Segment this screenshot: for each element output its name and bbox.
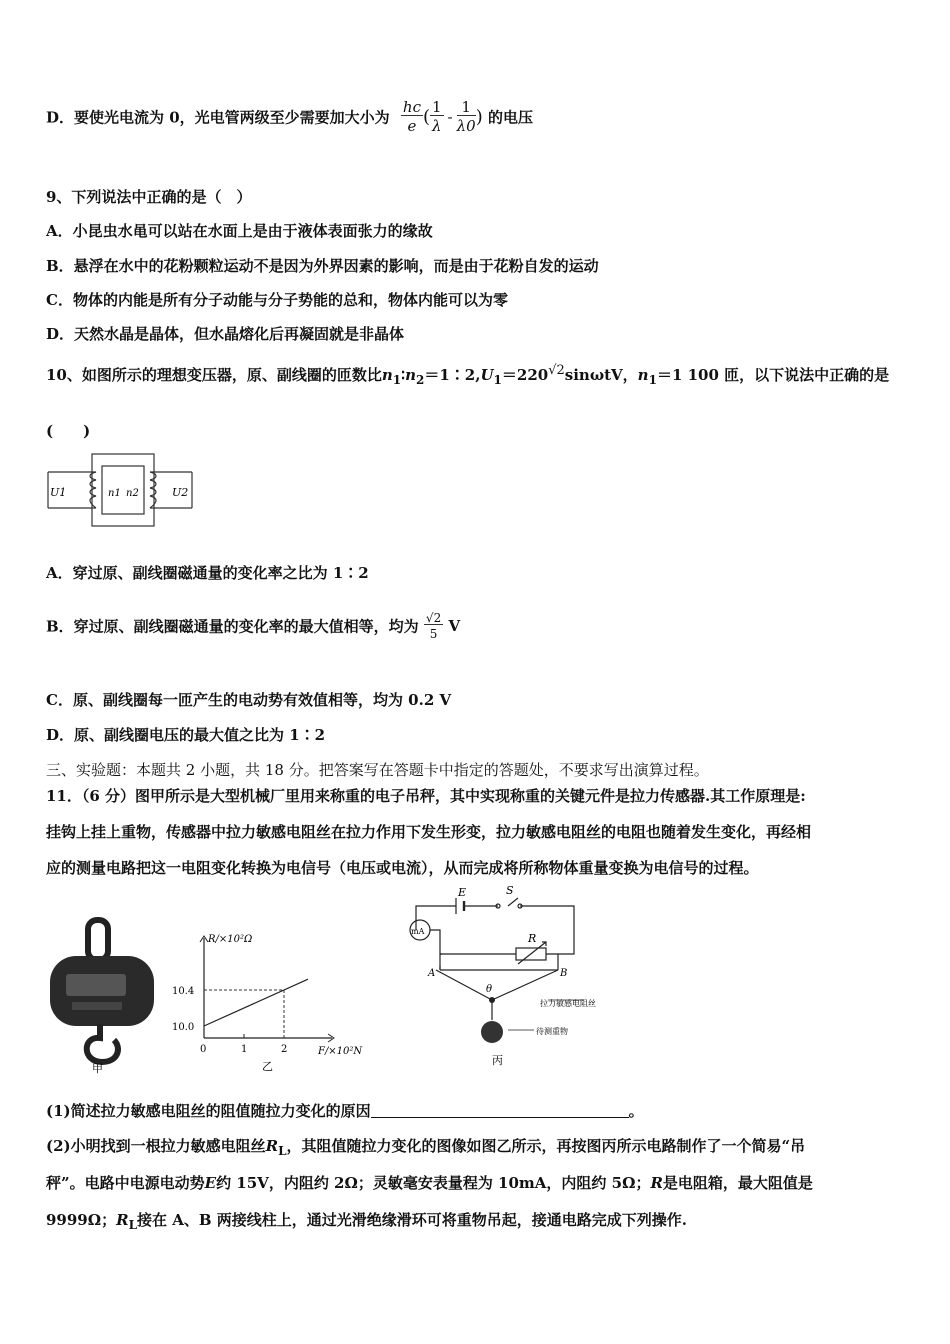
figure-bing-circuit	[398, 884, 618, 1070]
u1-subscript: 1	[493, 373, 502, 387]
emf-label: E	[458, 886, 467, 899]
n2-subscript: 2	[415, 373, 425, 387]
q10-answer-paren: ( )	[46, 422, 91, 440]
angle-theta-label: θ	[486, 984, 493, 995]
q11-sub2-text-b: ，其阻值随拉力变化的图像如图乙所示，再按图丙所示电路制作了一个简易“吊	[286, 1137, 806, 1155]
option-d-prefix: D．要使光电流为 0，光电管两级至少需要加大小为	[46, 108, 390, 127]
fraction-numerator: √2	[425, 611, 442, 625]
weight-object	[481, 1021, 503, 1043]
tension-wire-label: 拉力敏感电阻丝	[540, 999, 596, 1008]
paren-close: )	[475, 106, 483, 128]
circuit-main-loop	[416, 898, 574, 954]
fraction-denominator: λ	[432, 117, 442, 135]
q9-option-c: C．物体的内能是所有分子动能与分子势能的总和，物体内能可以为零	[46, 291, 508, 309]
ammeter-label: mA	[411, 927, 425, 936]
q10-option-a: A．穿过原、副线圈磁通量的变化率之比为 1∶2	[46, 564, 369, 582]
x-tick-label-2: 2	[281, 1044, 288, 1055]
figure-yi-rf-graph	[168, 928, 368, 1076]
option-d-suffix: 的电压	[487, 108, 533, 127]
sin-term: sinωtV，	[564, 366, 638, 384]
q9-option-d: D．天然水晶是晶体，但水晶熔化后再凝固就是非晶体	[46, 325, 405, 343]
section-3-heading: 三、实验题：本题共 2 小题，共 18 分。把答案写在答题卡中指定的答题处，不要求写出演算过程。	[46, 761, 709, 779]
q11-sub1-text: (1)简述拉力敏感电阻丝的阻值随拉力变化的原因	[46, 1102, 371, 1120]
q11-line-3: 应的测量电路把这一电阻变化转换为电信号（电压或电流），从而完成将所称物体重量变换为电信号的过程。	[46, 859, 759, 877]
axis-arrows	[200, 936, 334, 1042]
paren-open: (	[422, 106, 430, 128]
n1-label: n1	[108, 488, 121, 499]
ratio-text: ＝1∶2,	[424, 366, 481, 384]
y-axis-label: R/×10²Ω	[208, 934, 253, 945]
scale-bottom-hook	[87, 1024, 118, 1062]
colon: ∶	[401, 366, 406, 384]
n1-symbol: n	[637, 366, 649, 384]
q11-sub2-text-e: 是电阻箱，最大阻值是	[662, 1174, 813, 1192]
scale-buttons	[72, 1002, 122, 1010]
terminal-a-label: A	[428, 968, 436, 979]
q9-option-b: B．悬浮在水中的花粉颗粒运动不是因为外界因素的影响，而是由于花粉自发的运动	[46, 257, 599, 275]
q10-option-c: C．原、副线圈每一匝产生的电动势有效值相等，均为 0.2 V	[46, 691, 452, 709]
answer-blank[interactable]	[371, 1103, 629, 1118]
resistor-variable-arrow	[518, 942, 546, 964]
transformer-core-outer	[92, 454, 154, 526]
rl-symbol: R	[265, 1137, 279, 1155]
transformer-figure	[44, 452, 196, 528]
fraction-numerator: hc	[402, 98, 421, 116]
switch-label: S	[506, 884, 514, 897]
rl-symbol: R	[116, 1211, 129, 1229]
q11-sub2-line-2	[46, 1172, 813, 1193]
q11-sub2-text-a: (2)小明找到一根拉力敏感电阻丝	[46, 1137, 266, 1155]
q11-sub2-text-c: 秤”。电路中电源电动势	[46, 1174, 205, 1192]
secondary-coil	[150, 472, 156, 508]
hc-over-e-fraction	[401, 100, 423, 134]
e-symbol: E	[204, 1174, 217, 1192]
fraction-numerator: 1	[457, 100, 476, 116]
q11-line-1: 11．（6 分）图甲所示是大型机械厂里用来称重的电子吊秤，其中实现称重的关键元件是拉力传感器.其工作原理是:	[46, 787, 806, 805]
rl-subscript: L	[128, 1218, 138, 1232]
u1-symbol: U	[480, 366, 494, 384]
x-tick-label-0: 0	[200, 1044, 207, 1055]
tension-wire	[436, 970, 558, 1000]
x-axis-label: F/×10²N	[318, 1046, 363, 1057]
n2-symbol: n	[405, 366, 416, 384]
q10-stem	[46, 363, 889, 387]
q11-sub2-line-1	[46, 1135, 805, 1158]
option-d-line	[46, 100, 533, 134]
q9-stem: 9、下列说法中正确的是（ ）	[46, 188, 252, 206]
figure-jia-crane-scale	[44, 916, 164, 1076]
terminal-b-label: B	[560, 968, 568, 979]
y-tick-label-10.4: 10.4	[172, 986, 195, 997]
scale-top-hook	[88, 920, 108, 960]
q11-line-2: 挂钩上挂上重物，传感器中拉力敏感电阻丝在拉力作用下发生形变，拉力敏感电阻丝的电阻也随着发生变化，再经相	[46, 823, 812, 841]
q11-sub2-line-3	[46, 1209, 687, 1232]
r-symbol: R	[650, 1174, 663, 1192]
figure-label-yi: 乙	[262, 1060, 273, 1073]
voltage-amplitude: ＝220	[501, 366, 549, 384]
y-tick-label-10.0: 10.0	[172, 1022, 195, 1033]
x-tick-label-1: 1	[241, 1044, 248, 1055]
rf-data-line	[204, 979, 308, 1026]
rl-subscript: L	[278, 1144, 287, 1158]
sqrt2-over-5-fraction	[424, 612, 443, 640]
q11-sub2-text-g: 接在 A、B 两接线柱上，通过光滑绝缘滑环可将重物吊起，接通电路完成下列操作.	[137, 1211, 688, 1229]
n1-symbol: n	[381, 366, 393, 384]
u2-label: U2	[172, 486, 189, 499]
fraction-denominator: λ0	[456, 117, 476, 135]
resistor-label: R	[528, 932, 537, 945]
unit-volt: V	[448, 617, 461, 635]
q11-sub2-text-f: 9999Ω；	[46, 1211, 117, 1229]
u1-label: U1	[50, 486, 67, 499]
sqrt2: √2	[548, 363, 565, 378]
fraction-numerator: 1	[432, 98, 442, 116]
figure-label-jia: 甲	[92, 1062, 103, 1075]
figure-label-bing: 丙	[492, 1054, 503, 1067]
q10-option-b-text: B．穿过原、副线圈磁通量的变化率的最大值相等，均为	[46, 617, 419, 636]
q10-option-b	[46, 612, 460, 640]
q9-option-a: A．小昆虫水黾可以站在水面上是由于液体表面张力的缘故	[46, 222, 433, 240]
fraction-denominator: 5	[429, 627, 438, 641]
n2-label: n2	[126, 488, 139, 499]
period: 。	[628, 1102, 644, 1120]
q10-stem-tail: ＝1 100 匝，以下说法中正确的是	[656, 366, 890, 384]
fraction-denominator: e	[407, 117, 417, 135]
q11-sub1	[46, 1100, 644, 1121]
minus-sign: -	[447, 108, 453, 126]
object-label: 待测重物	[536, 1027, 568, 1036]
n1-subscript: 1	[392, 373, 402, 387]
slip-ring	[489, 997, 495, 1003]
q11-sub2-text-d: 约 15V，内阻约 2Ω；灵敏毫安表量程为 10mA，内阻约 5Ω；	[216, 1174, 651, 1192]
n1-subscript: 1	[648, 373, 657, 387]
one-over-lambda0	[457, 100, 476, 134]
q10-stem-text: 10、如图所示的理想变压器，原、副线圈的匝数比	[46, 366, 382, 384]
primary-coil	[90, 472, 96, 508]
scale-display	[66, 974, 126, 996]
one-over-lambda	[430, 100, 444, 134]
q10-option-d: D．原、副线圈电压的最大值之比为 1∶2	[46, 726, 326, 744]
terminal-wire	[440, 954, 558, 970]
